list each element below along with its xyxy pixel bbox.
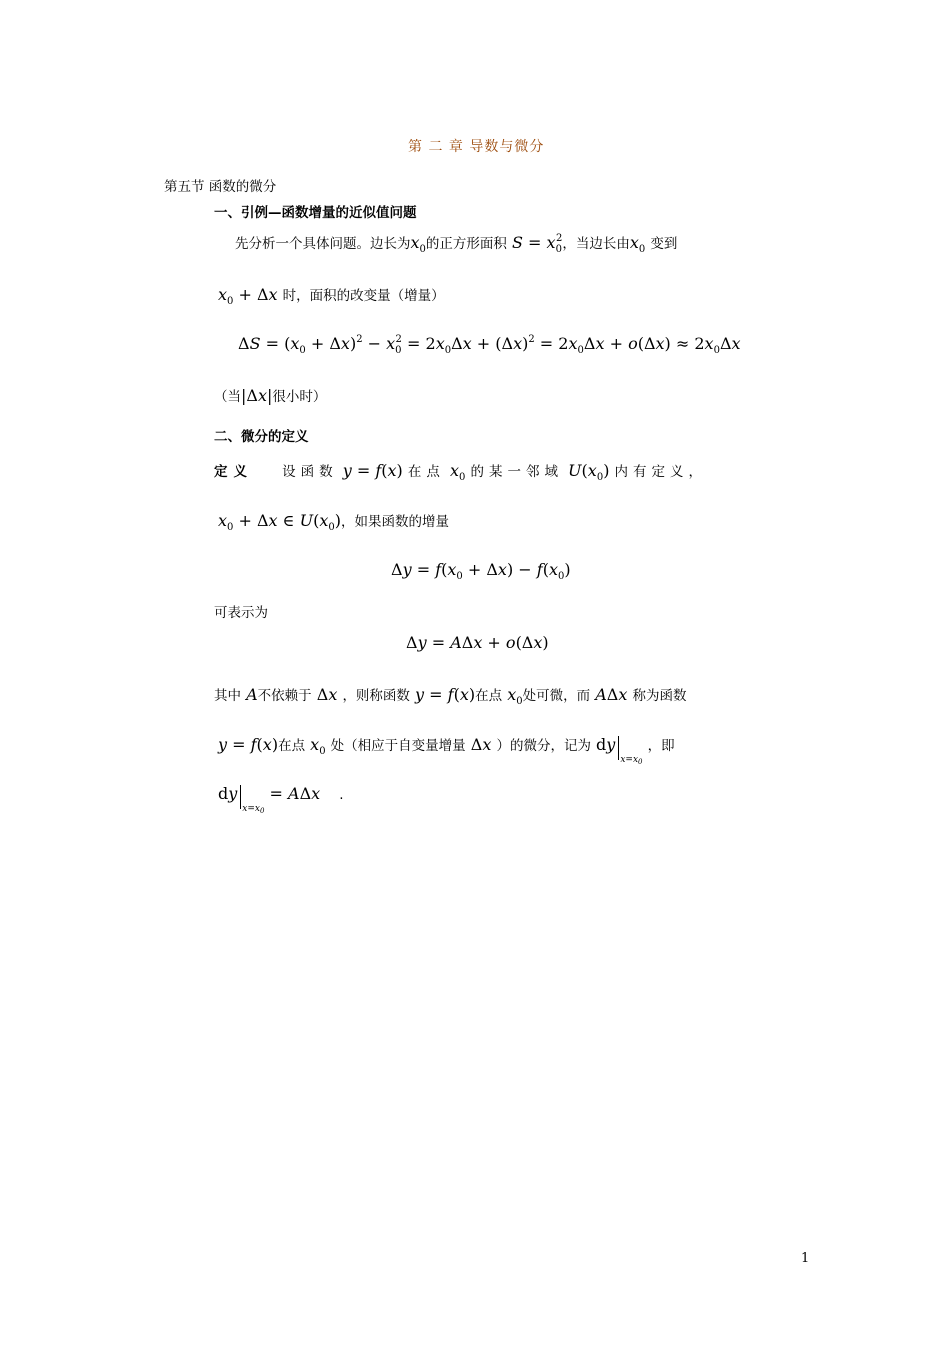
- math-x0: $x_0$: [310, 735, 326, 757]
- conclusion-text: ，即: [647, 738, 675, 754]
- math-A: A: [246, 685, 258, 704]
- conclusion-line-3: [218, 784, 344, 815]
- note-open: （当: [214, 389, 241, 405]
- math-x0: $x_0$: [449, 461, 466, 483]
- formula-delta-s: $\Delta S = (x_0 + \Delta x)^2 - x_0^2 = 2x_0\Delta x + (\Delta x)^2 = 2x_0\Delta x + o(\Delta x) \approx 2x_0\Delta x$: [238, 334, 741, 356]
- math-abs-dx: |Δx|: [241, 386, 273, 405]
- note-close: 很小时）: [272, 389, 327, 405]
- formula-delta-y: $\Delta y = f(x_0 + \Delta x) - f(x_0)$: [391, 560, 571, 582]
- definition-text: 内有定义，: [614, 464, 708, 480]
- math-area-formula: $S = x_0^2$: [512, 233, 563, 255]
- math-in-neighborhood: $x_0 + \Delta x$ ∈ $U(x_0)$: [218, 511, 341, 533]
- math-dx: Δx: [470, 735, 492, 754]
- heading-intro-example: 一、引例—函数增量的近似值问题: [214, 205, 417, 221]
- conclusion-text: 在点: [278, 738, 306, 754]
- conclusion-text: ，则称函数: [342, 688, 410, 704]
- math-x0: $x_0$: [507, 685, 523, 707]
- math-y-eq-fx: y = f(x): [218, 735, 279, 754]
- definition-line-2: [218, 510, 449, 533]
- math-dx: Δx: [316, 685, 338, 704]
- intro-line-1: [235, 232, 677, 255]
- formula-differentiable: Δy = AΔx + o(Δx): [406, 633, 549, 652]
- conclusion-text: 处（相应于自变量增量: [330, 738, 466, 754]
- intro-text: 的正方形面积: [425, 236, 507, 252]
- math-x0: $x_0$: [410, 233, 426, 255]
- conclusion-text: 其中: [214, 688, 241, 704]
- math-x0-plus-dx: $x_0 + \Delta x$: [218, 285, 278, 307]
- math-dy-eval: $dy_{x=x_0}$: [596, 735, 643, 766]
- intro-line-2: [218, 284, 445, 307]
- definition-label: 定义: [214, 464, 253, 480]
- conclusion-line-1: [214, 684, 686, 707]
- definition-line-1: [214, 460, 707, 483]
- expressible-as-text: 可表示为: [214, 605, 268, 621]
- conclusion-period: .: [339, 787, 344, 803]
- definition-text: 设函数: [282, 464, 338, 480]
- page-number: 1: [801, 1251, 810, 1266]
- conclusion-text: ）的微分，记为: [496, 738, 591, 754]
- conclusion-line-2: [218, 734, 675, 766]
- section-title: 第五节 函数的微分: [164, 179, 277, 195]
- definition-text: 的某一邻域: [470, 464, 563, 480]
- conclusion-text: 称为函数: [632, 688, 687, 704]
- definition-text: ，如果函数的增量: [340, 514, 449, 530]
- definition-text: 在点: [407, 464, 445, 480]
- math-A-dx: AΔx: [595, 685, 628, 704]
- math-neighborhood: $U(x_0)$: [568, 461, 610, 483]
- intro-text: 变到: [650, 236, 678, 252]
- intro-text: ，当边长由: [562, 236, 630, 252]
- small-dx-note: [214, 385, 326, 405]
- conclusion-text: 处可微，而: [522, 688, 591, 704]
- conclusion-text: 在点: [475, 688, 503, 704]
- heading-definition: 二、微分的定义: [214, 429, 309, 445]
- conclusion-text: 不依赖于: [257, 688, 312, 704]
- math-y-eq-fx: y = f(x): [415, 685, 476, 704]
- chapter-title: 第 二 章 导数与微分: [408, 139, 545, 155]
- math-y-eq-fx: y = f(x): [342, 461, 403, 480]
- math-x0: $x_0$: [629, 233, 646, 255]
- math-dy-eq-A-dx: $dy_{x=x_0} = A\Delta x$: [218, 784, 321, 815]
- intro-text: 先分析一个具体问题。边长为: [235, 236, 411, 252]
- intro-text: 时，面积的改变量（增量）: [282, 288, 445, 304]
